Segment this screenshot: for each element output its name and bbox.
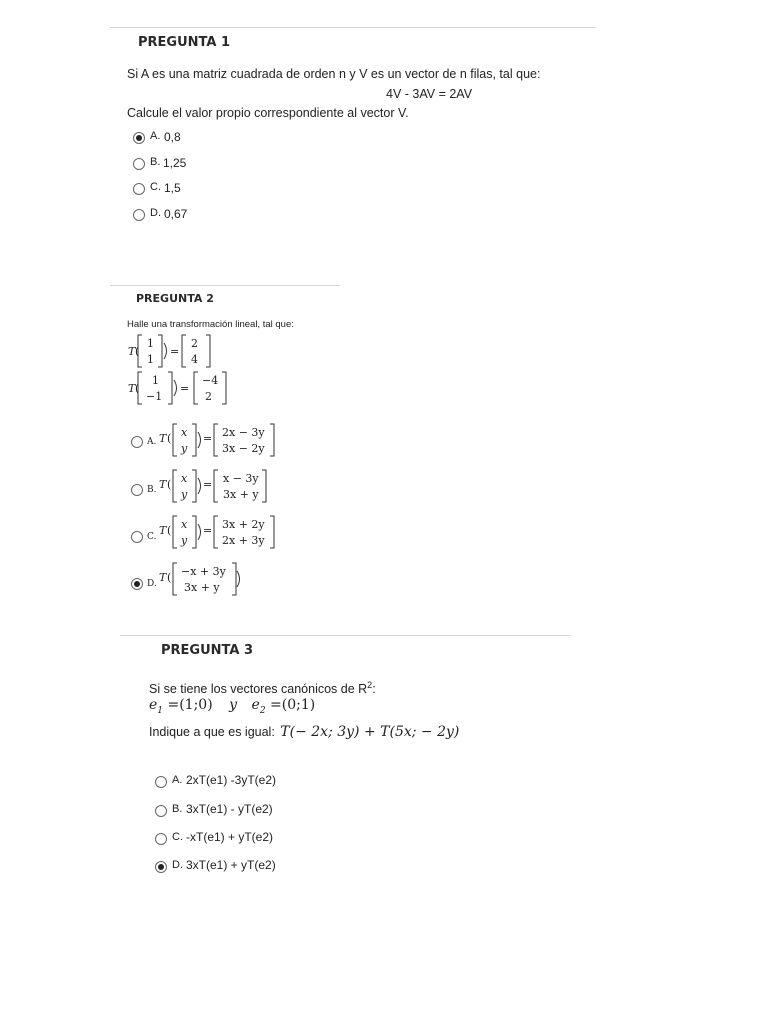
- q3-option-a-letter: A.: [172, 774, 183, 786]
- q1-equation: 4V - 3AV = 2AV: [386, 87, 473, 101]
- q3-radio-a[interactable]: [155, 776, 167, 788]
- q1-title: PREGUNTA 1: [138, 35, 231, 50]
- q1-option-a-letter: A.: [150, 130, 161, 142]
- q3-option-a-value: 2xT(e1) -3yT(e2): [186, 773, 277, 787]
- q3-e2-symbol: $e_2$: [251, 697, 266, 716]
- q2-optC-letter: C.: [147, 532, 157, 542]
- q1-option-d-letter: D.: [150, 207, 161, 219]
- q1-option-b-letter: B.: [150, 156, 161, 168]
- q3-radio-c[interactable]: [155, 833, 167, 845]
- q2-optC-T: T: [159, 524, 167, 537]
- q1-option-c-value: 1,5: [164, 181, 181, 195]
- q2-optD-paren: (: [167, 571, 172, 584]
- q2-given2-out-bot: 2: [205, 390, 212, 403]
- q2-title: PREGUNTA 2: [136, 292, 214, 305]
- q3-title: PREGUNTA 3: [161, 643, 254, 658]
- q3-statement-sup: 2: [367, 680, 373, 690]
- q2-optB-paren: (: [167, 478, 172, 491]
- q2-optB-out-bot: 3x + y: [223, 488, 259, 501]
- q2-radio-a[interactable]: [131, 436, 143, 448]
- q2-given2-out-top: −4: [202, 374, 219, 387]
- q2-optB-out-top: x − 3y: [223, 472, 259, 485]
- q3-statement-text: Si se tiene los vectores canónicos de R: [149, 682, 368, 697]
- q3-radio-d[interactable]: [155, 861, 167, 873]
- q3-option-d-letter: D.: [172, 859, 183, 871]
- q3-option-c-value: -xT(e1) + yT(e2): [186, 830, 274, 844]
- q3-option-b-letter: B.: [172, 803, 183, 815]
- q2-given1-in-bot: 1: [147, 353, 154, 366]
- q2-given2-in-bot: −1: [146, 390, 163, 403]
- q2-given1-T: T: [128, 345, 136, 358]
- q3-vectors: [149, 697, 315, 716]
- q3-e2-value: (0;1): [281, 697, 316, 713]
- q2-optA-in-bot: y: [181, 442, 188, 455]
- q2-radio-b[interactable]: [131, 484, 143, 496]
- q2-optA-out-top: 2x − 3y: [222, 426, 265, 439]
- q3-option-b-value: 3xT(e1) - yT(e2): [186, 802, 273, 816]
- q2-optA-T: T: [159, 432, 167, 445]
- q1-option-a-value: 0,8: [164, 130, 181, 144]
- q3-statement-end: :: [372, 682, 376, 697]
- q2-optA-out-bot: 3x − 2y: [222, 442, 265, 455]
- q3-expression: T(− 2x; 3y) + T(5x; − 2y): [280, 724, 460, 740]
- q2-optB-letter: B.: [147, 485, 157, 495]
- q2-optB-T: T: [159, 478, 167, 491]
- q2-optD-letter: D.: [147, 579, 157, 589]
- q2-radio-d[interactable]: [131, 578, 143, 590]
- divider-q3: [120, 635, 571, 636]
- q2-optA-letter: A.: [147, 437, 157, 447]
- q2-given2-T: T: [128, 382, 136, 395]
- q3-e2-eq: =: [270, 697, 282, 713]
- q3-radio-b[interactable]: [155, 805, 167, 817]
- q2-optB-eq: =: [203, 478, 213, 491]
- q2-given1-out-bot: 4: [191, 353, 198, 366]
- q2-optD-T: T: [159, 571, 167, 584]
- q3-question-text: Indique a que es igual:: [149, 725, 275, 739]
- q2-optC-in-top: x: [181, 518, 188, 531]
- q3-e1-eq: =: [167, 697, 180, 713]
- q2-radio-c[interactable]: [131, 531, 143, 543]
- q3-question: [149, 724, 459, 740]
- q3-option-d-value: 3xT(e1) + yT(e2): [186, 858, 276, 872]
- q2-optD-in-bot: 3x + y: [184, 581, 220, 594]
- q2-optA-eq: =: [203, 432, 213, 445]
- q1-statement: Si A es una matriz cuadrada de orden n y V es un vector de n filas, tal que:: [127, 67, 541, 81]
- q2-optA-paren: (: [167, 432, 172, 445]
- q2-optB-in-top: x: [181, 472, 188, 485]
- q3-e1-value: (1;0): [179, 697, 213, 713]
- q3-e1-symbol: $e_1$: [149, 697, 164, 716]
- q2-optC-in-bot: y: [181, 534, 188, 547]
- q3-option-c-letter: C.: [172, 831, 183, 843]
- q2-given2-in-top: 1: [152, 374, 159, 387]
- q1-option-b-value: 1,25: [163, 156, 187, 170]
- q2-optC-out-top: 3x + 2y: [222, 518, 265, 531]
- q2-given1-paren: (: [135, 345, 140, 358]
- q2-given2-eq: =: [180, 382, 190, 395]
- q3-connector: y: [229, 697, 238, 713]
- q2-optD-in-top: −x + 3y: [181, 565, 226, 578]
- q2-given1-eq: =: [170, 345, 180, 358]
- q2-given1-in-top: 1: [147, 337, 154, 350]
- q2-intro: Halle una transformación lineal, tal que:: [127, 319, 294, 330]
- q2-optC-out-bot: 2x + 3y: [222, 534, 265, 547]
- q1-option-c-letter: C.: [150, 181, 161, 193]
- q2-optC-eq: =: [203, 524, 213, 537]
- q2-given1-out-top: 2: [191, 337, 198, 350]
- q1-question: Calcule el valor propio correspondiente al vector V.: [127, 106, 409, 120]
- q3-statement: [149, 680, 376, 696]
- q2-given2-paren: (: [135, 382, 140, 395]
- q2-optA-in-top: x: [181, 426, 188, 439]
- q2-optB-in-bot: y: [181, 488, 188, 501]
- q2-optC-paren: (: [167, 524, 172, 537]
- q1-option-d-value: 0,67: [164, 207, 188, 221]
